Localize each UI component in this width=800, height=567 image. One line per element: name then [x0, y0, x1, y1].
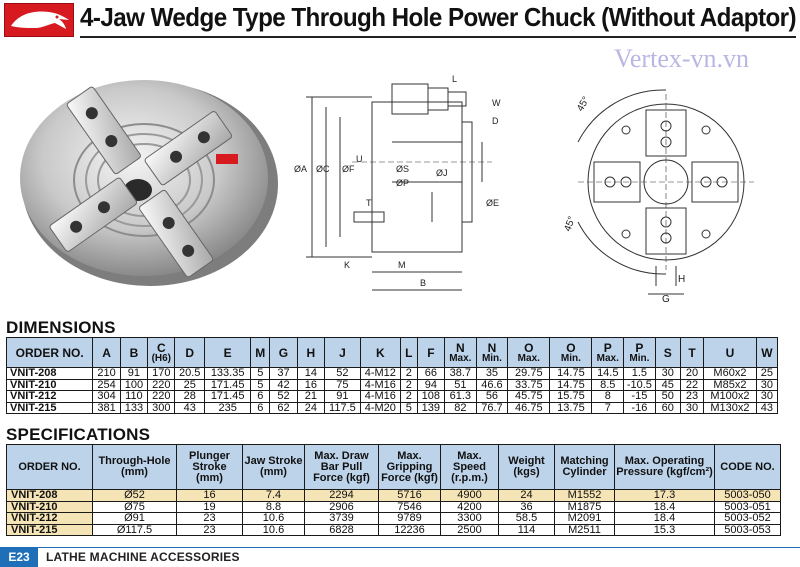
table-cell: 45.75: [508, 391, 550, 403]
table-cell: 46.75: [508, 402, 550, 414]
title-divider: [80, 36, 796, 38]
table-cell: 29.75: [508, 368, 550, 380]
table-cell: 23: [177, 524, 243, 536]
table-cell: 30: [655, 368, 680, 380]
dim-label-OA: ØA: [294, 164, 308, 174]
specifications-column-header: Max. Speed (r.p.m.): [441, 445, 499, 490]
dimensions-column-header: [704, 338, 757, 368]
column-header-label: L: [405, 345, 413, 360]
table-cell: 20: [680, 368, 703, 380]
table-cell: 22: [680, 379, 703, 391]
table-cell: 24: [499, 490, 555, 502]
column-header-label: F: [427, 345, 435, 360]
column-header-label: O: [524, 340, 534, 355]
specifications-column-header: ORDER NO.: [7, 445, 93, 490]
table-cell: 5003-053: [715, 524, 781, 536]
column-header-label: U: [725, 345, 735, 360]
table-cell: 5: [251, 368, 270, 380]
dimensions-column-header: [148, 338, 175, 368]
dim-label-U: U: [356, 154, 363, 164]
dim-label-G: G: [662, 294, 670, 302]
specifications-column-header: Max. Operating Pressure (kgf/cm²): [615, 445, 715, 490]
column-header-label: ORDER NO.: [15, 345, 84, 360]
footer-divider: [0, 547, 800, 548]
table-cell: 3300: [441, 513, 499, 525]
dim-label-OJ: ØJ: [436, 168, 448, 178]
table-cell: 58.5: [499, 513, 555, 525]
dim-label-B: B: [420, 278, 427, 288]
dimensions-column-header: [508, 338, 550, 368]
column-header-label: P: [603, 340, 612, 355]
table-cell: 10.6: [243, 513, 305, 525]
column-header-label: G: [278, 345, 289, 360]
table-cell: 76.7: [476, 402, 508, 414]
table-cell: 4-M20: [360, 402, 400, 414]
table-cell: -10.5: [624, 379, 656, 391]
table-cell: -15: [624, 391, 656, 403]
order-number-cell: VNIT-210: [7, 379, 93, 391]
specifications-column-header: Weight (kgs): [499, 445, 555, 490]
table-row: [7, 391, 778, 403]
dimensions-header-row: [7, 338, 778, 368]
column-header-label: W: [761, 345, 773, 360]
dimensions-column-header: [592, 338, 624, 368]
dimensions-column-header: [251, 338, 270, 368]
column-header-label: O: [566, 340, 576, 355]
table-cell: Ø117.5: [93, 524, 177, 536]
dimensions-column-header: [7, 338, 93, 368]
footer-section-name: LATHE MACHINE ACCESSORIES: [46, 550, 240, 564]
table-row: [7, 524, 781, 536]
order-number-cell: VNIT-215: [7, 402, 93, 414]
table-cell: 23: [177, 513, 243, 525]
table-cell: 110: [120, 391, 147, 403]
table-row: [7, 490, 781, 502]
table-cell: 20.5: [175, 368, 204, 380]
table-cell: 170: [148, 368, 175, 380]
table-cell: 30: [756, 391, 777, 403]
table-cell: 6: [251, 391, 270, 403]
column-header-sublabel: Max.: [449, 352, 472, 364]
table-cell: 82: [445, 402, 477, 414]
column-header-label: S: [663, 345, 672, 360]
table-cell: 91: [325, 391, 361, 403]
table-cell: Ø52: [93, 490, 177, 502]
order-number-cell: VNIT-215: [7, 524, 93, 536]
table-cell: 9789: [379, 513, 441, 525]
dim-label-W: W: [492, 98, 501, 108]
dim-label-D: D: [492, 116, 499, 126]
column-header-label: K: [375, 345, 385, 360]
column-header-sublabel: Min.: [560, 352, 581, 364]
table-cell: 23: [680, 391, 703, 403]
column-header-sublabel: Max.: [517, 352, 540, 364]
table-cell: M1875: [555, 501, 615, 513]
table-cell: 304: [93, 391, 120, 403]
table-cell: 6: [251, 402, 270, 414]
table-cell: 19: [177, 501, 243, 513]
table-cell: 17.3: [615, 490, 715, 502]
specifications-column-header: CODE NO.: [715, 445, 781, 490]
table-cell: 1.5: [624, 368, 656, 380]
table-cell: 114: [499, 524, 555, 536]
dim-label-H: H: [678, 274, 686, 285]
specifications-column-header: Through-Hole (mm): [93, 445, 177, 490]
angle-label-2: 45°: [562, 215, 578, 234]
table-cell: 210: [93, 368, 120, 380]
dim-label-K: K: [344, 260, 351, 270]
table-cell: -16: [624, 402, 656, 414]
table-cell: 51: [445, 379, 477, 391]
specifications-table: [6, 444, 781, 536]
table-cell: Ø91: [93, 513, 177, 525]
dim-label-M: M: [398, 260, 406, 270]
table-cell: 235: [204, 402, 250, 414]
table-row: [7, 513, 781, 525]
table-cell: 108: [417, 391, 444, 403]
table-cell: 42: [270, 379, 297, 391]
specifications-column-header: Jaw Stroke (mm): [243, 445, 305, 490]
dimensions-column-header: [417, 338, 444, 368]
table-cell: 4200: [441, 501, 499, 513]
table-cell: 18.4: [615, 501, 715, 513]
table-cell: 38.7: [445, 368, 477, 380]
dimensions-column-header: [680, 338, 703, 368]
page-code-badge: E23: [0, 548, 38, 567]
dim-label-OC: ØC: [316, 164, 330, 174]
dimensions-column-header: [175, 338, 204, 368]
column-header-label: D: [185, 345, 195, 360]
column-header-label: C: [156, 340, 166, 355]
table-cell: M130x2: [704, 402, 757, 414]
eagle-logo-icon: [4, 3, 74, 37]
dimensions-table: [6, 337, 778, 414]
dimensions-column-header: [360, 338, 400, 368]
table-cell: 12236: [379, 524, 441, 536]
table-cell: 7546: [379, 501, 441, 513]
column-header-label: E: [223, 345, 232, 360]
table-cell: 7: [592, 402, 624, 414]
table-cell: 5003-052: [715, 513, 781, 525]
dim-label-T: T: [366, 198, 372, 208]
table-cell: 24: [297, 402, 324, 414]
table-cell: 25: [756, 368, 777, 380]
angle-label-1: 45°: [575, 94, 593, 114]
column-header-label: N: [456, 340, 465, 355]
table-cell: 5716: [379, 490, 441, 502]
table-cell: 14.5: [592, 368, 624, 380]
order-number-cell: VNIT-212: [7, 391, 93, 403]
column-header-sublabel: Max.: [596, 352, 619, 364]
dimensions-column-header: [445, 338, 477, 368]
table-cell: 14: [297, 368, 324, 380]
column-header-label: T: [688, 345, 696, 360]
table-cell: 4-M12: [360, 368, 400, 380]
specifications-title: SPECIFICATIONS: [6, 425, 151, 444]
table-cell: 7.4: [243, 490, 305, 502]
table-cell: 45: [655, 379, 680, 391]
table-cell: 300: [148, 402, 175, 414]
dimensions-column-header: [756, 338, 777, 368]
dimensions-column-header: [550, 338, 592, 368]
column-header-label: P: [635, 340, 644, 355]
table-cell: 5: [400, 402, 417, 414]
order-number-cell: VNIT-208: [7, 368, 93, 380]
dimensions-column-header: [204, 338, 250, 368]
table-cell: 18.4: [615, 513, 715, 525]
specifications-column-header: Max. Draw Bar Pull Force (kgf): [305, 445, 379, 490]
column-header-label: M: [255, 345, 266, 360]
table-cell: M1552: [555, 490, 615, 502]
table-cell: 4900: [441, 490, 499, 502]
table-cell: 2294: [305, 490, 379, 502]
watermark: Vertex-vn.vn: [614, 44, 750, 73]
table-cell: 381: [93, 402, 120, 414]
table-cell: 5: [251, 379, 270, 391]
table-cell: 100: [120, 379, 147, 391]
dimensions-title: DIMENSIONS: [6, 318, 116, 337]
column-header-sublabel: (H6): [151, 352, 172, 364]
table-cell: M60x2: [704, 368, 757, 380]
order-number-cell: VNIT-210: [7, 501, 93, 513]
specifications-column-header: Plunger Stroke (mm): [177, 445, 243, 490]
table-cell: 30: [680, 402, 703, 414]
dimensions-column-header: [400, 338, 417, 368]
table-cell: 28: [175, 391, 204, 403]
table-cell: 91: [120, 368, 147, 380]
column-header-label: B: [129, 345, 139, 360]
dimensions-column-header: [297, 338, 324, 368]
specifications-column-header: Max. Gripping Force (kgf): [379, 445, 441, 490]
table-cell: 171.45: [204, 379, 250, 391]
table-cell: 30: [756, 379, 777, 391]
table-cell: 13.75: [550, 402, 592, 414]
table-cell: 15.3: [615, 524, 715, 536]
table-cell: 50: [655, 391, 680, 403]
table-cell: 2500: [441, 524, 499, 536]
dimensions-column-header: [325, 338, 361, 368]
order-number-cell: VNIT-212: [7, 513, 93, 525]
table-row: [7, 501, 781, 513]
table-cell: 43: [756, 402, 777, 414]
table-cell: 25: [175, 379, 204, 391]
dim-label-L: L: [452, 74, 458, 84]
table-cell: M85x2: [704, 379, 757, 391]
order-number-cell: VNIT-208: [7, 490, 93, 502]
table-cell: M2091: [555, 513, 615, 525]
table-cell: 61.3: [445, 391, 477, 403]
column-header-sublabel: Min.: [629, 352, 650, 364]
table-cell: Ø75: [93, 501, 177, 513]
table-cell: 2: [400, 368, 417, 380]
column-header-label: J: [339, 345, 346, 360]
column-header-label: N: [487, 340, 497, 355]
table-cell: 36: [499, 501, 555, 513]
column-header-label: A: [102, 345, 111, 360]
table-cell: 52: [325, 368, 361, 380]
table-cell: 2: [400, 379, 417, 391]
specifications-header-row: [7, 445, 781, 490]
dimensions-column-header: [624, 338, 656, 368]
table-row: [7, 379, 778, 391]
table-cell: 117.5: [325, 402, 361, 414]
table-cell: 139: [417, 402, 444, 414]
table-cell: 6828: [305, 524, 379, 536]
table-cell: 8: [592, 391, 624, 403]
page-title: 4-Jaw Wedge Type Through Hole Power Chuck (Without Adaptor): [80, 2, 797, 32]
dimensions-body: [7, 368, 778, 414]
table-row: [7, 402, 778, 414]
table-cell: 5003-050: [715, 490, 781, 502]
table-cell: 16: [297, 379, 324, 391]
table-cell: 46.6: [476, 379, 508, 391]
table-cell: 60: [655, 402, 680, 414]
dimensions-column-header: [93, 338, 120, 368]
dimensions-column-header: [120, 338, 147, 368]
table-cell: 8.8: [243, 501, 305, 513]
dimensions-column-header: [655, 338, 680, 368]
specifications-body: [7, 490, 781, 536]
table-cell: 14.75: [550, 379, 592, 391]
table-cell: 14.75: [550, 368, 592, 380]
column-header-label: H: [306, 345, 316, 360]
table-cell: 133: [120, 402, 147, 414]
table-cell: M2511: [555, 524, 615, 536]
table-cell: 133.35: [204, 368, 250, 380]
table-cell: 220: [148, 391, 175, 403]
dimensions-column-header: [476, 338, 508, 368]
table-cell: 56: [476, 391, 508, 403]
table-cell: 254: [93, 379, 120, 391]
table-cell: 15.75: [550, 391, 592, 403]
dim-label-OS: ØS: [396, 164, 410, 174]
chuck-photo: [10, 62, 280, 292]
table-cell: 2906: [305, 501, 379, 513]
specifications-column-header: Matching Cylinder: [555, 445, 615, 490]
front-view-drawing: [548, 82, 784, 302]
table-cell: 4-M16: [360, 391, 400, 403]
table-cell: 94: [417, 379, 444, 391]
table-cell: 3739: [305, 513, 379, 525]
table-cell: 10.6: [243, 524, 305, 536]
column-header-sublabel: Min.: [481, 352, 502, 364]
table-cell: 35: [476, 368, 508, 380]
table-cell: 33.75: [508, 379, 550, 391]
table-cell: 66: [417, 368, 444, 380]
side-view-drawing: [292, 72, 512, 312]
table-row: [7, 368, 778, 380]
table-cell: 43: [175, 402, 204, 414]
table-cell: 62: [270, 402, 297, 414]
table-cell: 21: [297, 391, 324, 403]
table-cell: 5003-051: [715, 501, 781, 513]
table-cell: 8.5: [592, 379, 624, 391]
dim-label-OE: ØE: [486, 198, 500, 208]
table-cell: 220: [148, 379, 175, 391]
dimensions-column-header: [270, 338, 297, 368]
table-cell: M100x2: [704, 391, 757, 403]
dim-label-OP: ØP: [396, 178, 410, 188]
table-cell: 2: [400, 391, 417, 403]
table-cell: 52: [270, 391, 297, 403]
table-cell: 171.45: [204, 391, 250, 403]
table-cell: 37: [270, 368, 297, 380]
dim-label-OF: ØF: [342, 164, 355, 174]
table-cell: 75: [325, 379, 361, 391]
table-cell: 4-M16: [360, 379, 400, 391]
table-cell: 16: [177, 490, 243, 502]
